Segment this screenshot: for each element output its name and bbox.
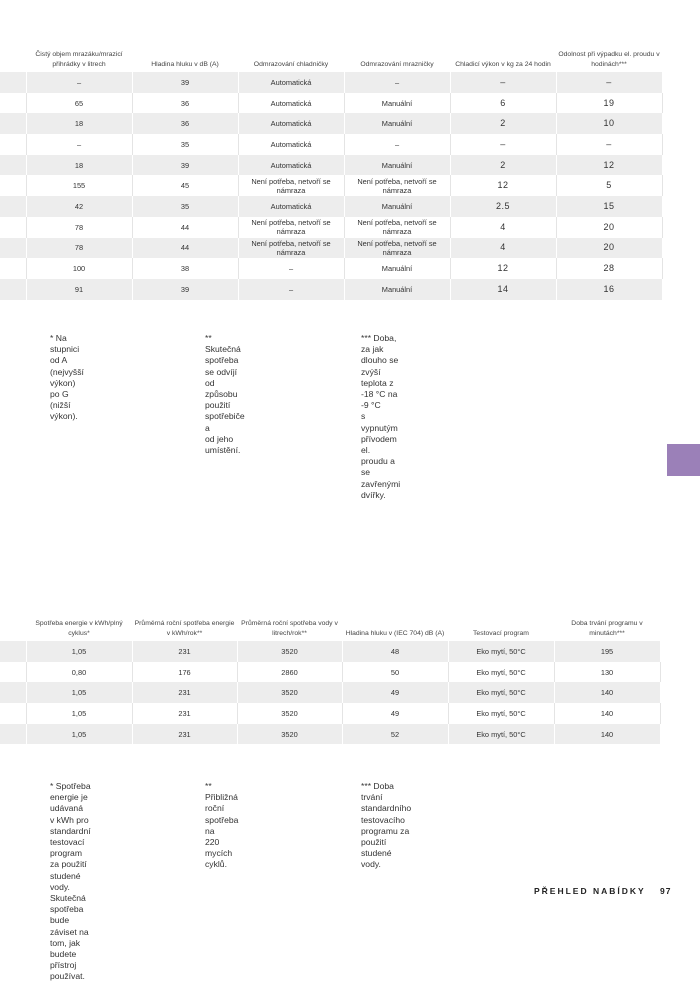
fridge-cell: 14 — [450, 279, 556, 300]
fridge-cell: Automatická — [238, 113, 344, 134]
fridge-row-spacer — [0, 258, 26, 279]
fridge-table-row — [0, 134, 662, 155]
dishwasher-cell: 0,80 — [26, 662, 132, 683]
dishwasher-header-cell: Průměrná roční spotřeba vody v litrech/rok** — [241, 620, 338, 637]
fridge-cell: 12 — [450, 258, 556, 279]
fridge-cell: 18 — [26, 155, 132, 176]
fridge-cell: 28 — [556, 258, 662, 279]
fridge-cell: Manuální — [344, 196, 450, 217]
fridge-cell: 44 — [132, 217, 238, 238]
fridge-row-spacer — [0, 175, 26, 196]
dishwasher-cell: 1,05 — [26, 724, 132, 745]
fridge-cell: 10 — [556, 113, 662, 134]
fridge-header-cell: Odmrazování mrazničky — [360, 61, 434, 68]
dishwasher-header-cell: Testovací program — [473, 630, 529, 637]
fridge-cell: 20 — [556, 238, 662, 259]
fridge-cell: – — [26, 134, 132, 155]
fridge-cell: Automatická — [238, 72, 344, 93]
fridge-row-spacer — [0, 134, 26, 155]
fridge-cell: Není potřeba, netvoří se námraza — [238, 238, 344, 259]
fridge-cell: Není potřeba, netvoří se námraza — [344, 217, 450, 238]
dishwasher-cell: 1,05 — [26, 641, 132, 662]
fridge-cell: Manuální — [344, 155, 450, 176]
fridge-cell: – — [450, 134, 556, 155]
fridge-row-spacer — [0, 238, 26, 259]
fridge-table-row — [0, 93, 662, 114]
fridge-cell: 4 — [450, 238, 556, 259]
dishwasher-cell: 140 — [554, 724, 660, 745]
fridge-cell: 4 — [450, 217, 556, 238]
dishwasher-note-1: * Spotřeba energie je udávaná v kWh pro standardní testovací program za použití studené vody. Skutečná spotřeba bude záviset na tom, jak budete přístroj používat. — [50, 781, 91, 982]
dishwasher-spec-table — [0, 619, 661, 744]
fridge-header-cell: Odolnost při výpadku el. proudu v hodinách*** — [558, 51, 660, 68]
fridge-header-row — [0, 50, 662, 72]
fridge-cell: 78 — [26, 217, 132, 238]
fridge-note-3: *** Doba, za jak dlouho se zvýší teplota z -18 °C na -9 °C s vypnutým přívodem el. proudu a se zavřenými dvířky. — [361, 333, 401, 500]
fridge-cell: 65 — [26, 93, 132, 114]
fridge-note-2: ** Skutečná spotřeba se odvíjí od způsobu použití spotřebiče a od jeho umístění. — [205, 333, 245, 456]
page-footer — [534, 886, 646, 896]
dishwasher-header-row — [0, 619, 660, 641]
fridge-cell: Manuální — [344, 279, 450, 300]
dishwasher-cell: 140 — [554, 703, 660, 724]
fridge-cell: Manuální — [344, 113, 450, 134]
fridge-row-spacer — [0, 72, 26, 93]
fridge-row-spacer — [0, 196, 26, 217]
fridge-table-row — [0, 258, 662, 279]
fridge-cell: Manuální — [344, 93, 450, 114]
fridge-cell: – — [344, 134, 450, 155]
dishwasher-cell: Eko mytí, 50°C — [448, 641, 554, 662]
fridge-cell: 15 — [556, 196, 662, 217]
fridge-cell: Není potřeba, netvoří se námraza — [238, 175, 344, 196]
fridge-row-spacer — [0, 155, 26, 176]
footer-section-title: PŘEHLED NABÍDKY — [534, 886, 646, 896]
fridge-cell: Automatická — [238, 134, 344, 155]
fridge-cell: 91 — [26, 279, 132, 300]
dishwasher-note-2: ** Přibližná roční spotřeba na 220 mycích cyklů. — [205, 781, 239, 870]
fridge-cell: Automatická — [238, 196, 344, 217]
dishwasher-cell: Eko mytí, 50°C — [448, 682, 554, 703]
fridge-cell: – — [238, 258, 344, 279]
dishwasher-cell: 1,05 — [26, 682, 132, 703]
fridge-cell: Není potřeba, netvoří se námraza — [344, 175, 450, 196]
fridge-cell: 18 — [26, 113, 132, 134]
fridge-cell: – — [238, 279, 344, 300]
dishwasher-cell: Eko mytí, 50°C — [448, 724, 554, 745]
fridge-cell: 5 — [556, 175, 662, 196]
fridge-cell: – — [344, 72, 450, 93]
dishwasher-cell: 130 — [554, 662, 660, 683]
dishwasher-cell: 231 — [132, 641, 237, 662]
dishwasher-header-cell: Doba trvání programu v minutách*** — [571, 620, 643, 637]
fridge-cell: 36 — [132, 113, 238, 134]
fridge-cell: Automatická — [238, 155, 344, 176]
dishwasher-cell: 3520 — [237, 682, 342, 703]
fridge-table-row — [0, 155, 662, 176]
fridge-cell: 12 — [450, 175, 556, 196]
dishwasher-cell: 195 — [554, 641, 660, 662]
fridge-cell: 78 — [26, 238, 132, 259]
fridge-cell: Manuální — [344, 258, 450, 279]
fridge-cell: 20 — [556, 217, 662, 238]
fridge-table-row — [0, 279, 662, 300]
dishwasher-cell: 176 — [132, 662, 237, 683]
fridge-cell: 42 — [26, 196, 132, 217]
dishwasher-cell: 231 — [132, 724, 237, 745]
fridge-header-cell: Hladina hluku v dB (A) — [151, 61, 219, 68]
dishwasher-header-cell: Hladina hluku v (IEC 704) dB (A) — [345, 630, 445, 637]
dishwasher-cell: 140 — [554, 682, 660, 703]
fridge-spec-table — [0, 50, 663, 300]
fridge-cell: – — [450, 72, 556, 93]
fridge-cell: 100 — [26, 258, 132, 279]
fridge-cell: 45 — [132, 175, 238, 196]
dishwasher-cell: 1,05 — [26, 703, 132, 724]
dishwasher-cell: 48 — [342, 641, 448, 662]
fridge-table-row — [0, 72, 662, 93]
fridge-cell: 39 — [132, 279, 238, 300]
dishwasher-row-spacer — [0, 724, 26, 745]
dishwasher-table-row — [0, 682, 660, 703]
fridge-cell: 12 — [556, 155, 662, 176]
fridge-cell: 2 — [450, 113, 556, 134]
dishwasher-row-spacer — [0, 641, 26, 662]
page-number: 97 — [660, 886, 672, 896]
fridge-header-cell: Odmrazování chladničky — [253, 61, 329, 68]
fridge-table-row — [0, 217, 662, 238]
fridge-cell: 39 — [132, 72, 238, 93]
dishwasher-cell: 52 — [342, 724, 448, 745]
dishwasher-header-cell: Spotřeba energie v kWh/plný cyklus* — [35, 620, 123, 637]
fridge-cell: Není potřeba, netvoří se námraza — [344, 238, 450, 259]
fridge-cell: Automatická — [238, 93, 344, 114]
fridge-row-spacer — [0, 279, 26, 300]
dishwasher-table-row — [0, 724, 660, 745]
fridge-cell: 35 — [132, 196, 238, 217]
fridge-cell: 19 — [556, 93, 662, 114]
fridge-cell: – — [556, 72, 662, 93]
fridge-cell: Není potřeba, netvoří se námraza — [238, 217, 344, 238]
fridge-table-row — [0, 175, 662, 196]
fridge-header-cell: Chladicí výkon v kg za 24 hodin — [455, 61, 551, 68]
fridge-row-spacer — [0, 113, 26, 134]
dishwasher-cell: 3520 — [237, 703, 342, 724]
fridge-row-spacer — [0, 93, 26, 114]
fridge-cell: – — [26, 72, 132, 93]
fridge-header-cell: Čistý objem mrazáku/mrazicí přihrádky v litrech — [35, 51, 123, 68]
dishwasher-note-3: *** Doba trvání standardního testovacího programu za použití studené vody. — [361, 781, 412, 870]
dishwasher-row-spacer — [0, 682, 26, 703]
dishwasher-cell: 231 — [132, 682, 237, 703]
fridge-cell: 44 — [132, 238, 238, 259]
fridge-cell: 38 — [132, 258, 238, 279]
fridge-cell: – — [556, 134, 662, 155]
fridge-row-spacer — [0, 217, 26, 238]
dishwasher-cell: 49 — [342, 682, 448, 703]
dishwasher-cell: 50 — [342, 662, 448, 683]
dishwasher-cell: 49 — [342, 703, 448, 724]
dishwasher-cell: 3520 — [237, 724, 342, 745]
dishwasher-cell: 231 — [132, 703, 237, 724]
dishwasher-cell: Eko mytí, 50°C — [448, 662, 554, 683]
dishwasher-row-spacer — [0, 662, 26, 683]
fridge-table-row — [0, 196, 662, 217]
dishwasher-cell: 3520 — [237, 641, 342, 662]
fridge-table-row — [0, 113, 662, 134]
fridge-cell: 2.5 — [450, 196, 556, 217]
fridge-cell: 39 — [132, 155, 238, 176]
dishwasher-row-spacer — [0, 703, 26, 724]
fridge-cell: 36 — [132, 93, 238, 114]
dishwasher-cell: 2860 — [237, 662, 342, 683]
section-tab-marker — [667, 444, 700, 476]
fridge-cell: 2 — [450, 155, 556, 176]
fridge-cell: 16 — [556, 279, 662, 300]
dishwasher-table-row — [0, 703, 660, 724]
dishwasher-table-row — [0, 641, 660, 662]
fridge-cell: 155 — [26, 175, 132, 196]
dishwasher-cell: Eko mytí, 50°C — [448, 703, 554, 724]
fridge-cell: 35 — [132, 134, 238, 155]
dishwasher-table-row — [0, 662, 660, 683]
fridge-cell: 6 — [450, 93, 556, 114]
dishwasher-header-cell: Průměrná roční spotřeba energie v kWh/rok** — [134, 620, 235, 637]
fridge-table-row — [0, 238, 662, 259]
fridge-note-1: * Na stupnici od A (nejvyšší výkon) po G (nižší výkon). — [50, 333, 84, 422]
